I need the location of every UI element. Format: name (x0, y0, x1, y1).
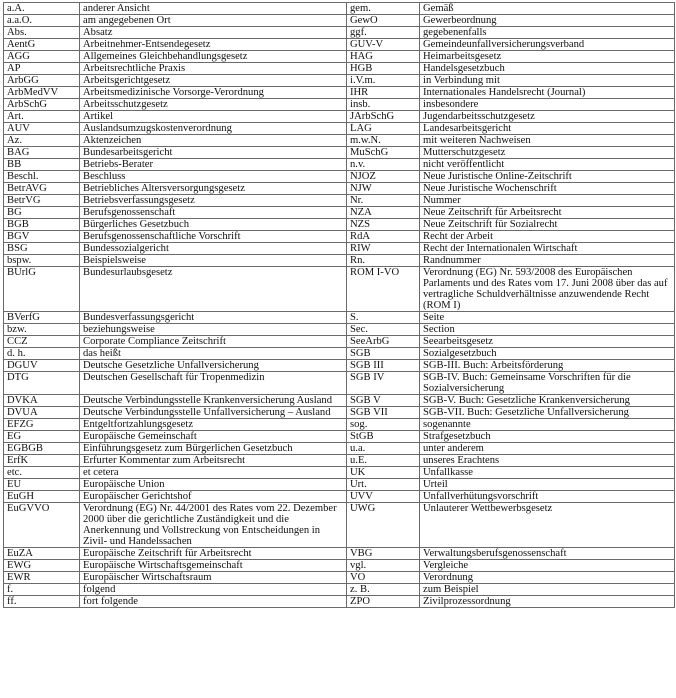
left-abbreviation-cell: a.A. (4, 3, 80, 15)
right-meaning-cell: Zivilprozessordnung (420, 596, 675, 608)
left-meaning-cell: Absatz (80, 27, 347, 39)
right-meaning-cell: zum Beispiel (420, 584, 675, 596)
left-abbreviation-cell: BetrVG (4, 195, 80, 207)
left-meaning-cell: Europäische Gemeinschaft (80, 431, 347, 443)
left-meaning-cell: Europäische Union (80, 479, 347, 491)
right-meaning-cell: Neue Juristische Wochenschrift (420, 183, 675, 195)
left-abbreviation-cell: etc. (4, 467, 80, 479)
table-row (4, 171, 675, 183)
right-abbreviation-cell: insb. (347, 99, 420, 111)
right-meaning-cell: Neue Zeitschrift für Arbeitsrecht (420, 207, 675, 219)
right-meaning-cell: insbesondere (420, 99, 675, 111)
right-meaning-cell: unter anderem (420, 443, 675, 455)
table-row (4, 372, 675, 395)
table-row (4, 431, 675, 443)
right-meaning-cell: Unfallverhütungsvorschrift (420, 491, 675, 503)
left-abbreviation-cell: BG (4, 207, 80, 219)
table-row (4, 219, 675, 231)
left-abbreviation-cell: f. (4, 584, 80, 596)
left-abbreviation-cell: bzw. (4, 324, 80, 336)
right-abbreviation-cell: S. (347, 312, 420, 324)
left-meaning-cell: Einführungsgesetz zum Bürgerlichen Gesetzbuch (80, 443, 347, 455)
left-abbreviation-cell: a.a.O. (4, 15, 80, 27)
table-row (4, 548, 675, 560)
left-abbreviation-cell: ErfK (4, 455, 80, 467)
right-meaning-cell: Vergleiche (420, 560, 675, 572)
left-meaning-cell: Bundesurlaubsgesetz (80, 267, 347, 312)
table-row (4, 135, 675, 147)
table-row (4, 111, 675, 123)
table-row (4, 63, 675, 75)
left-meaning-cell: Corporate Compliance Zeitschrift (80, 336, 347, 348)
left-abbreviation-cell: BSG (4, 243, 80, 255)
right-abbreviation-cell: NJW (347, 183, 420, 195)
left-meaning-cell: Beschluss (80, 171, 347, 183)
left-abbreviation-cell: Beschl. (4, 171, 80, 183)
right-meaning-cell: Heimarbeitsgesetz (420, 51, 675, 63)
left-abbreviation-cell: BetrAVG (4, 183, 80, 195)
left-meaning-cell: Bundesverfassungsgericht (80, 312, 347, 324)
left-meaning-cell: Europäische Zeitschrift für Arbeitsrecht (80, 548, 347, 560)
right-abbreviation-cell: SGB VII (347, 407, 420, 419)
right-meaning-cell: unseres Erachtens (420, 455, 675, 467)
right-abbreviation-cell: n.v. (347, 159, 420, 171)
right-abbreviation-cell: i.V.m. (347, 75, 420, 87)
right-abbreviation-cell: Nr. (347, 195, 420, 207)
left-meaning-cell: Berufsgenossenschaftliche Vorschrift (80, 231, 347, 243)
right-abbreviation-cell: vgl. (347, 560, 420, 572)
left-abbreviation-cell: d. h. (4, 348, 80, 360)
right-abbreviation-cell: m.w.N. (347, 135, 420, 147)
left-meaning-cell: Bürgerliches Gesetzbuch (80, 219, 347, 231)
right-abbreviation-cell: GUV-V (347, 39, 420, 51)
abbreviations-table (3, 2, 675, 608)
right-meaning-cell: Gewerbeordnung (420, 15, 675, 27)
right-abbreviation-cell: ZPO (347, 596, 420, 608)
right-abbreviation-cell: VO (347, 572, 420, 584)
right-abbreviation-cell: u.a. (347, 443, 420, 455)
right-meaning-cell: Nummer (420, 195, 675, 207)
right-abbreviation-cell: Sec. (347, 324, 420, 336)
left-abbreviation-cell: EWG (4, 560, 80, 572)
left-abbreviation-cell: DTG (4, 372, 80, 395)
table-row (4, 443, 675, 455)
right-abbreviation-cell: ggf. (347, 27, 420, 39)
right-abbreviation-cell: NZS (347, 219, 420, 231)
left-meaning-cell: das heißt (80, 348, 347, 360)
right-meaning-cell: Section (420, 324, 675, 336)
right-abbreviation-cell: VBG (347, 548, 420, 560)
right-meaning-cell: Landesarbeitsgericht (420, 123, 675, 135)
left-abbreviation-cell: BVerfG (4, 312, 80, 324)
right-meaning-cell: SGB-III. Buch: Arbeitsförderung (420, 360, 675, 372)
right-meaning-cell: in Verbindung mit (420, 75, 675, 87)
left-abbreviation-cell: ArbGG (4, 75, 80, 87)
table-row (4, 395, 675, 407)
right-meaning-cell: SGB-V. Buch: Gesetzliche Krankenversicherung (420, 395, 675, 407)
left-meaning-cell: Deutsche Gesetzliche Unfallversicherung (80, 360, 347, 372)
right-meaning-cell: Mutterschutzgesetz (420, 147, 675, 159)
right-meaning-cell: gegebenenfalls (420, 27, 675, 39)
left-meaning-cell: Erfurter Kommentar zum Arbeitsrecht (80, 455, 347, 467)
left-abbreviation-cell: AUV (4, 123, 80, 135)
left-abbreviation-cell: ArbSchG (4, 99, 80, 111)
left-meaning-cell: Europäische Wirtschaftsgemeinschaft (80, 560, 347, 572)
right-meaning-cell: Gemeindeunfallversicherungsverband (420, 39, 675, 51)
abbreviations-table-body (4, 3, 675, 608)
left-meaning-cell: Deutsche Verbindungsstelle Krankenversicherung Ausland (80, 395, 347, 407)
table-row (4, 147, 675, 159)
left-meaning-cell: Bundessozialgericht (80, 243, 347, 255)
right-abbreviation-cell: u.E. (347, 455, 420, 467)
left-meaning-cell: Betriebsverfassungsgesetz (80, 195, 347, 207)
table-row (4, 348, 675, 360)
left-meaning-cell: Aktenzeichen (80, 135, 347, 147)
left-abbreviation-cell: BB (4, 159, 80, 171)
right-abbreviation-cell: Rn. (347, 255, 420, 267)
right-abbreviation-cell: gem. (347, 3, 420, 15)
left-abbreviation-cell: AP (4, 63, 80, 75)
left-abbreviation-cell: EG (4, 431, 80, 443)
left-meaning-cell: Arbeitsschutzgesetz (80, 99, 347, 111)
table-row (4, 183, 675, 195)
left-meaning-cell: am angegebenen Ort (80, 15, 347, 27)
table-row (4, 39, 675, 51)
right-meaning-cell: sogenannte (420, 419, 675, 431)
table-row (4, 584, 675, 596)
table-row (4, 596, 675, 608)
right-abbreviation-cell: SGB V (347, 395, 420, 407)
table-row (4, 255, 675, 267)
right-abbreviation-cell: z. B. (347, 584, 420, 596)
left-abbreviation-cell: bspw. (4, 255, 80, 267)
left-meaning-cell: Verordnung (EG) Nr. 44/2001 des Rates vom 22. Dezember 2000 über die gerichtliche Zuständigkeit und die Anerkennung und Vollstreckung von Entscheidungen in Zivil- und Handelssachen (80, 503, 347, 548)
right-meaning-cell: mit weiteren Nachweisen (420, 135, 675, 147)
table-row (4, 51, 675, 63)
left-meaning-cell: anderer Ansicht (80, 3, 347, 15)
left-meaning-cell: folgend (80, 584, 347, 596)
left-abbreviation-cell: DVUA (4, 407, 80, 419)
table-row (4, 159, 675, 171)
left-meaning-cell: Bundesarbeitsgericht (80, 147, 347, 159)
right-meaning-cell: Verordnung (420, 572, 675, 584)
right-meaning-cell: Recht der Arbeit (420, 231, 675, 243)
right-meaning-cell: nicht veröffentlicht (420, 159, 675, 171)
right-meaning-cell: Seite (420, 312, 675, 324)
right-meaning-cell: Verordnung (EG) Nr. 593/2008 des Europäischen Parlaments und des Rates vom 17. Juni 2008 über das auf vertragliche Schuldverhältnisse anzuwendende Recht (ROM I) (420, 267, 675, 312)
table-row (4, 312, 675, 324)
left-abbreviation-cell: BGB (4, 219, 80, 231)
left-meaning-cell: et cetera (80, 467, 347, 479)
right-meaning-cell: Gemäß (420, 3, 675, 15)
left-abbreviation-cell: AGG (4, 51, 80, 63)
table-row (4, 455, 675, 467)
left-abbreviation-cell: BAG (4, 147, 80, 159)
table-row (4, 419, 675, 431)
left-abbreviation-cell: EuGVVO (4, 503, 80, 548)
left-meaning-cell: beziehungsweise (80, 324, 347, 336)
right-abbreviation-cell: UWG (347, 503, 420, 548)
right-abbreviation-cell: UVV (347, 491, 420, 503)
right-abbreviation-cell: SGB (347, 348, 420, 360)
left-meaning-cell: Berufsgenossenschaft (80, 207, 347, 219)
left-meaning-cell: Betriebs-Berater (80, 159, 347, 171)
right-abbreviation-cell: NJOZ (347, 171, 420, 183)
right-abbreviation-cell: UK (347, 467, 420, 479)
left-meaning-cell: Europäischer Wirtschaftsraum (80, 572, 347, 584)
right-abbreviation-cell: LAG (347, 123, 420, 135)
left-abbreviation-cell: EuGH (4, 491, 80, 503)
left-abbreviation-cell: ff. (4, 596, 80, 608)
right-abbreviation-cell: Urt. (347, 479, 420, 491)
table-row (4, 479, 675, 491)
right-abbreviation-cell: StGB (347, 431, 420, 443)
right-abbreviation-cell: NZA (347, 207, 420, 219)
table-row (4, 75, 675, 87)
right-abbreviation-cell: ROM I-VO (347, 267, 420, 312)
right-meaning-cell: Strafgesetzbuch (420, 431, 675, 443)
right-meaning-cell: Jugendarbeitsschutzgesetz (420, 111, 675, 123)
table-row (4, 360, 675, 372)
right-meaning-cell: Internationales Handelsrecht (Journal) (420, 87, 675, 99)
table-row (4, 231, 675, 243)
right-meaning-cell: SGB-VII. Buch: Gesetzliche Unfallversicherung (420, 407, 675, 419)
right-meaning-cell: Sozialgesetzbuch (420, 348, 675, 360)
right-meaning-cell: Unlauterer Wettbewerbsgesetz (420, 503, 675, 548)
left-abbreviation-cell: EU (4, 479, 80, 491)
right-meaning-cell: Recht der Internationalen Wirtschaft (420, 243, 675, 255)
table-row (4, 87, 675, 99)
left-abbreviation-cell: DGUV (4, 360, 80, 372)
left-abbreviation-cell: BUrlG (4, 267, 80, 312)
table-row (4, 3, 675, 15)
table-row (4, 15, 675, 27)
left-meaning-cell: fort folgende (80, 596, 347, 608)
left-meaning-cell: Auslandsumzugskostenverordnung (80, 123, 347, 135)
table-row (4, 99, 675, 111)
right-abbreviation-cell: RIW (347, 243, 420, 255)
left-meaning-cell: Arbeitsmedizinische Vorsorge-Verordnung (80, 87, 347, 99)
right-meaning-cell: Urteil (420, 479, 675, 491)
right-meaning-cell: Handelsgesetzbuch (420, 63, 675, 75)
left-meaning-cell: Betriebliches Altersversorgungsgesetz (80, 183, 347, 195)
table-row (4, 324, 675, 336)
right-abbreviation-cell: RdA (347, 231, 420, 243)
left-meaning-cell: Artikel (80, 111, 347, 123)
left-abbreviation-cell: EFZG (4, 419, 80, 431)
left-abbreviation-cell: Art. (4, 111, 80, 123)
left-meaning-cell: Arbeitsgerichtgesetz (80, 75, 347, 87)
left-abbreviation-cell: Abs. (4, 27, 80, 39)
left-abbreviation-cell: EGBGB (4, 443, 80, 455)
right-meaning-cell: Neue Juristische Online-Zeitschrift (420, 171, 675, 183)
left-abbreviation-cell: EuZA (4, 548, 80, 560)
left-meaning-cell: Arbeitnehmer-Entsendegesetz (80, 39, 347, 51)
left-meaning-cell: Entgeltfortzahlungsgesetz (80, 419, 347, 431)
right-meaning-cell: Verwaltungsberufsgenossenschaft (420, 548, 675, 560)
right-abbreviation-cell: HAG (347, 51, 420, 63)
table-row (4, 560, 675, 572)
table-row (4, 503, 675, 548)
right-abbreviation-cell: sog. (347, 419, 420, 431)
left-meaning-cell: Beispielsweise (80, 255, 347, 267)
right-meaning-cell: SGB-IV. Buch: Gemeinsame Vorschriften für die Sozialversicherung (420, 372, 675, 395)
right-meaning-cell: Unfallkasse (420, 467, 675, 479)
table-row (4, 123, 675, 135)
right-abbreviation-cell: GewO (347, 15, 420, 27)
table-row (4, 491, 675, 503)
left-abbreviation-cell: AentG (4, 39, 80, 51)
right-abbreviation-cell: SGB III (347, 360, 420, 372)
table-row (4, 207, 675, 219)
right-abbreviation-cell: SeeArbG (347, 336, 420, 348)
right-abbreviation-cell: IHR (347, 87, 420, 99)
right-meaning-cell: Neue Zeitschrift für Sozialrecht (420, 219, 675, 231)
left-meaning-cell: Arbeitsrechtliche Praxis (80, 63, 347, 75)
left-abbreviation-cell: ArbMedVV (4, 87, 80, 99)
table-row (4, 572, 675, 584)
table-row (4, 467, 675, 479)
right-abbreviation-cell: JArbSchG (347, 111, 420, 123)
left-meaning-cell: Allgemeines Gleichbehandlungsgesetz (80, 51, 347, 63)
right-meaning-cell: Seearbeitsgesetz (420, 336, 675, 348)
left-meaning-cell: Deutschen Gesellschaft für Tropenmedizin (80, 372, 347, 395)
right-abbreviation-cell: SGB IV (347, 372, 420, 395)
right-abbreviation-cell: HGB (347, 63, 420, 75)
left-abbreviation-cell: EWR (4, 572, 80, 584)
left-meaning-cell: Europäischer Gerichtshof (80, 491, 347, 503)
left-abbreviation-cell: CCZ (4, 336, 80, 348)
left-abbreviation-cell: Az. (4, 135, 80, 147)
table-row (4, 407, 675, 419)
left-abbreviation-cell: BGV (4, 231, 80, 243)
table-row (4, 27, 675, 39)
table-row (4, 336, 675, 348)
table-row (4, 195, 675, 207)
left-meaning-cell: Deutsche Verbindungsstelle Unfallversicherung – Ausland (80, 407, 347, 419)
table-row (4, 243, 675, 255)
right-meaning-cell: Randnummer (420, 255, 675, 267)
left-abbreviation-cell: DVKA (4, 395, 80, 407)
right-abbreviation-cell: MuSchG (347, 147, 420, 159)
table-row (4, 267, 675, 312)
